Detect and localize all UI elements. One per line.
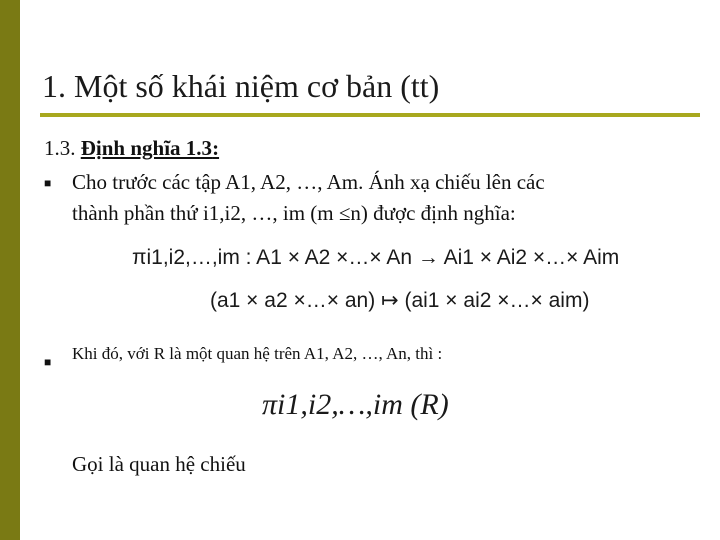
definition-prefix: 1.3. (44, 136, 81, 160)
square-bullet-icon: ■ (44, 355, 52, 369)
title-underline (40, 113, 700, 117)
definition-heading (44, 136, 219, 161)
slide-title: 1. Một số khái niệm cơ bản (tt) (42, 68, 440, 104)
definition-label: Định nghĩa 1.3 (80, 136, 213, 160)
decorative-sidebar (0, 0, 20, 540)
conclusion-text: Gọi là quan hệ chiếu (72, 452, 246, 476)
projection-mapping-tuples: (a1 × a2 ×…× an) ↦ (ai1 × ai2 ×…× aim) (210, 289, 590, 312)
definition-colon: : (212, 136, 220, 160)
relation-projection-formula: πi1,i2,…,im (R) (262, 388, 449, 421)
bullet-1-line-2: thành phần thứ i1,i2, …, im (m ≤n) được định nghĩa: (72, 201, 516, 225)
bullet-2-text: Khi đó, với R là một quan hệ trên A1, A2, …, An, thì : (72, 344, 443, 363)
projection-mapping-formula: πi1,i2,…,im : A1 × A2 ×…× An → Ai1 × Ai2 ×…× Aim (132, 246, 620, 269)
bullet-1-line-1: Cho trước các tập A1, A2, …, Am. Ánh xạ chiếu lên các (72, 170, 545, 194)
square-bullet-icon: ■ (44, 176, 52, 190)
